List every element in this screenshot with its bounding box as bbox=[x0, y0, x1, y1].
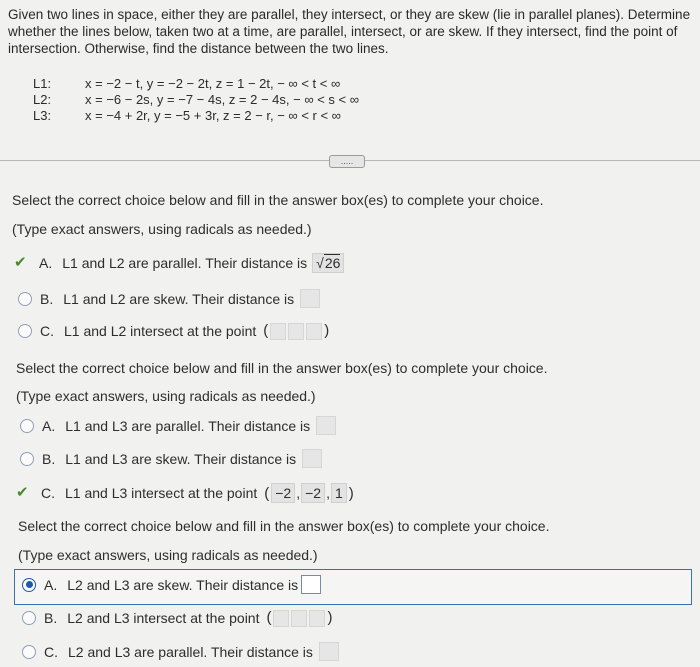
problem-statement: Given two lines in space, either they are parallel, they intersect, or they are skew (lie in parallel planes). Determine whether the lines below, taken two at a time, are parallel, intersect, or are skew. If they intersect, find the point of intersection. Otherwise, find the distance between the two lines. bbox=[8, 7, 691, 56]
radio-button[interactable] bbox=[22, 578, 36, 592]
paren-open: ( bbox=[264, 485, 270, 502]
part-hint: (Type exact answers, using radicals as needed.) bbox=[16, 388, 316, 404]
paren-close: ) bbox=[348, 485, 354, 502]
expand-button[interactable]: ..... bbox=[329, 155, 365, 168]
answer-box[interactable] bbox=[319, 642, 339, 661]
point-y[interactable]: −2 bbox=[301, 483, 325, 503]
radio-button[interactable] bbox=[20, 419, 34, 433]
line-l1 bbox=[33, 76, 359, 92]
paren-close: ) bbox=[324, 322, 330, 339]
choice-text: L2 and L3 intersect at the point bbox=[67, 609, 260, 626]
choice-c[interactable] bbox=[16, 483, 355, 503]
choice-letter: B. bbox=[42, 450, 56, 467]
choice-a[interactable] bbox=[20, 416, 336, 435]
line-label: L3: bbox=[33, 108, 52, 123]
line-label: L1: bbox=[33, 76, 52, 91]
point-input: ( −2 , −2 , 1 ) bbox=[264, 485, 354, 502]
checkmark-icon: ✔ bbox=[16, 484, 29, 501]
checkmark-icon: ✔ bbox=[14, 254, 27, 271]
choice-c[interactable] bbox=[22, 642, 339, 661]
answer-box[interactable] bbox=[300, 289, 320, 308]
sqrt-icon: √ bbox=[316, 255, 324, 271]
line-l3 bbox=[33, 108, 359, 124]
radio-button[interactable] bbox=[20, 452, 34, 466]
choice-letter: C. bbox=[44, 643, 58, 660]
part-hint: (Type exact answers, using radicals as needed.) bbox=[18, 547, 318, 563]
part-hint: (Type exact answers, using radicals as needed.) bbox=[12, 221, 312, 237]
radio-button[interactable] bbox=[18, 292, 32, 306]
part-prompt: Select the correct choice below and fill in the answer box(es) to complete your choice. bbox=[16, 360, 548, 376]
radio-button[interactable] bbox=[22, 611, 36, 625]
choice-b[interactable] bbox=[22, 609, 333, 627]
line-l2 bbox=[33, 92, 359, 108]
choice-text: L1 and L3 intersect at the point bbox=[65, 485, 258, 501]
answer-box[interactable] bbox=[312, 253, 344, 273]
point-input bbox=[262, 322, 330, 340]
choice-letter: A. bbox=[44, 576, 58, 593]
answer-value: 26 bbox=[324, 255, 341, 271]
paren-open: ( bbox=[266, 609, 272, 626]
answer-box[interactable] bbox=[316, 416, 336, 435]
choice-letter: A. bbox=[42, 417, 56, 434]
choice-b[interactable] bbox=[20, 449, 322, 468]
point-x[interactable]: −2 bbox=[271, 483, 295, 503]
answer-box[interactable] bbox=[273, 610, 289, 627]
radio-button[interactable] bbox=[22, 645, 36, 659]
answer-box[interactable] bbox=[302, 449, 322, 468]
line-equation: x = −6 − 2s, y = −7 − 4s, z = 2 − 4s, − ∞ < s < ∞ bbox=[85, 92, 359, 107]
point-z[interactable]: 1 bbox=[331, 483, 347, 503]
answer-box[interactable] bbox=[288, 323, 304, 340]
choice-letter: B. bbox=[44, 609, 58, 626]
answer-box[interactable] bbox=[306, 323, 322, 340]
choice-a[interactable] bbox=[22, 575, 321, 594]
line-equation: x = −2 − t, y = −2 − 2t, z = 1 − 2t, − ∞ < t < ∞ bbox=[85, 76, 341, 91]
choice-letter: A. bbox=[39, 255, 53, 271]
choice-letter: B. bbox=[40, 290, 54, 307]
answer-box[interactable] bbox=[301, 575, 321, 594]
choice-letter: C. bbox=[41, 485, 55, 501]
choice-c[interactable] bbox=[18, 322, 330, 340]
paren-open: ( bbox=[263, 322, 269, 339]
paren-close: ) bbox=[327, 609, 333, 626]
radio-button[interactable] bbox=[18, 324, 32, 338]
point-input bbox=[265, 609, 333, 627]
choice-text: L1 and L2 are parallel. Their distance is bbox=[62, 255, 308, 271]
choice-text: L1 and L2 intersect at the point bbox=[64, 322, 257, 339]
choice-text: L1 and L2 are skew. Their distance is bbox=[63, 290, 295, 307]
line-equation: x = −4 + 2r, y = −5 + 3r, z = 2 − r, − ∞ < r < ∞ bbox=[85, 108, 341, 123]
choice-letter: C. bbox=[40, 322, 54, 339]
choice-a[interactable] bbox=[14, 253, 344, 273]
part-prompt: Select the correct choice below and fill in the answer box(es) to complete your choice. bbox=[18, 518, 550, 534]
line-label: L2: bbox=[33, 92, 52, 107]
choice-text: L1 and L3 are parallel. Their distance is bbox=[65, 417, 311, 434]
choice-text: L1 and L3 are skew. Their distance is bbox=[65, 450, 297, 467]
answer-box[interactable] bbox=[270, 323, 286, 340]
choice-b[interactable] bbox=[18, 289, 320, 308]
answer-box[interactable] bbox=[309, 610, 325, 627]
choice-text: L2 and L3 are parallel. Their distance is bbox=[68, 643, 313, 660]
answer-box[interactable] bbox=[291, 610, 307, 627]
choice-text: L2 and L3 are skew. Their distance is bbox=[67, 576, 299, 593]
part-prompt: Select the correct choice below and fill in the answer box(es) to complete your choice. bbox=[12, 192, 544, 208]
line-equations bbox=[33, 76, 359, 124]
